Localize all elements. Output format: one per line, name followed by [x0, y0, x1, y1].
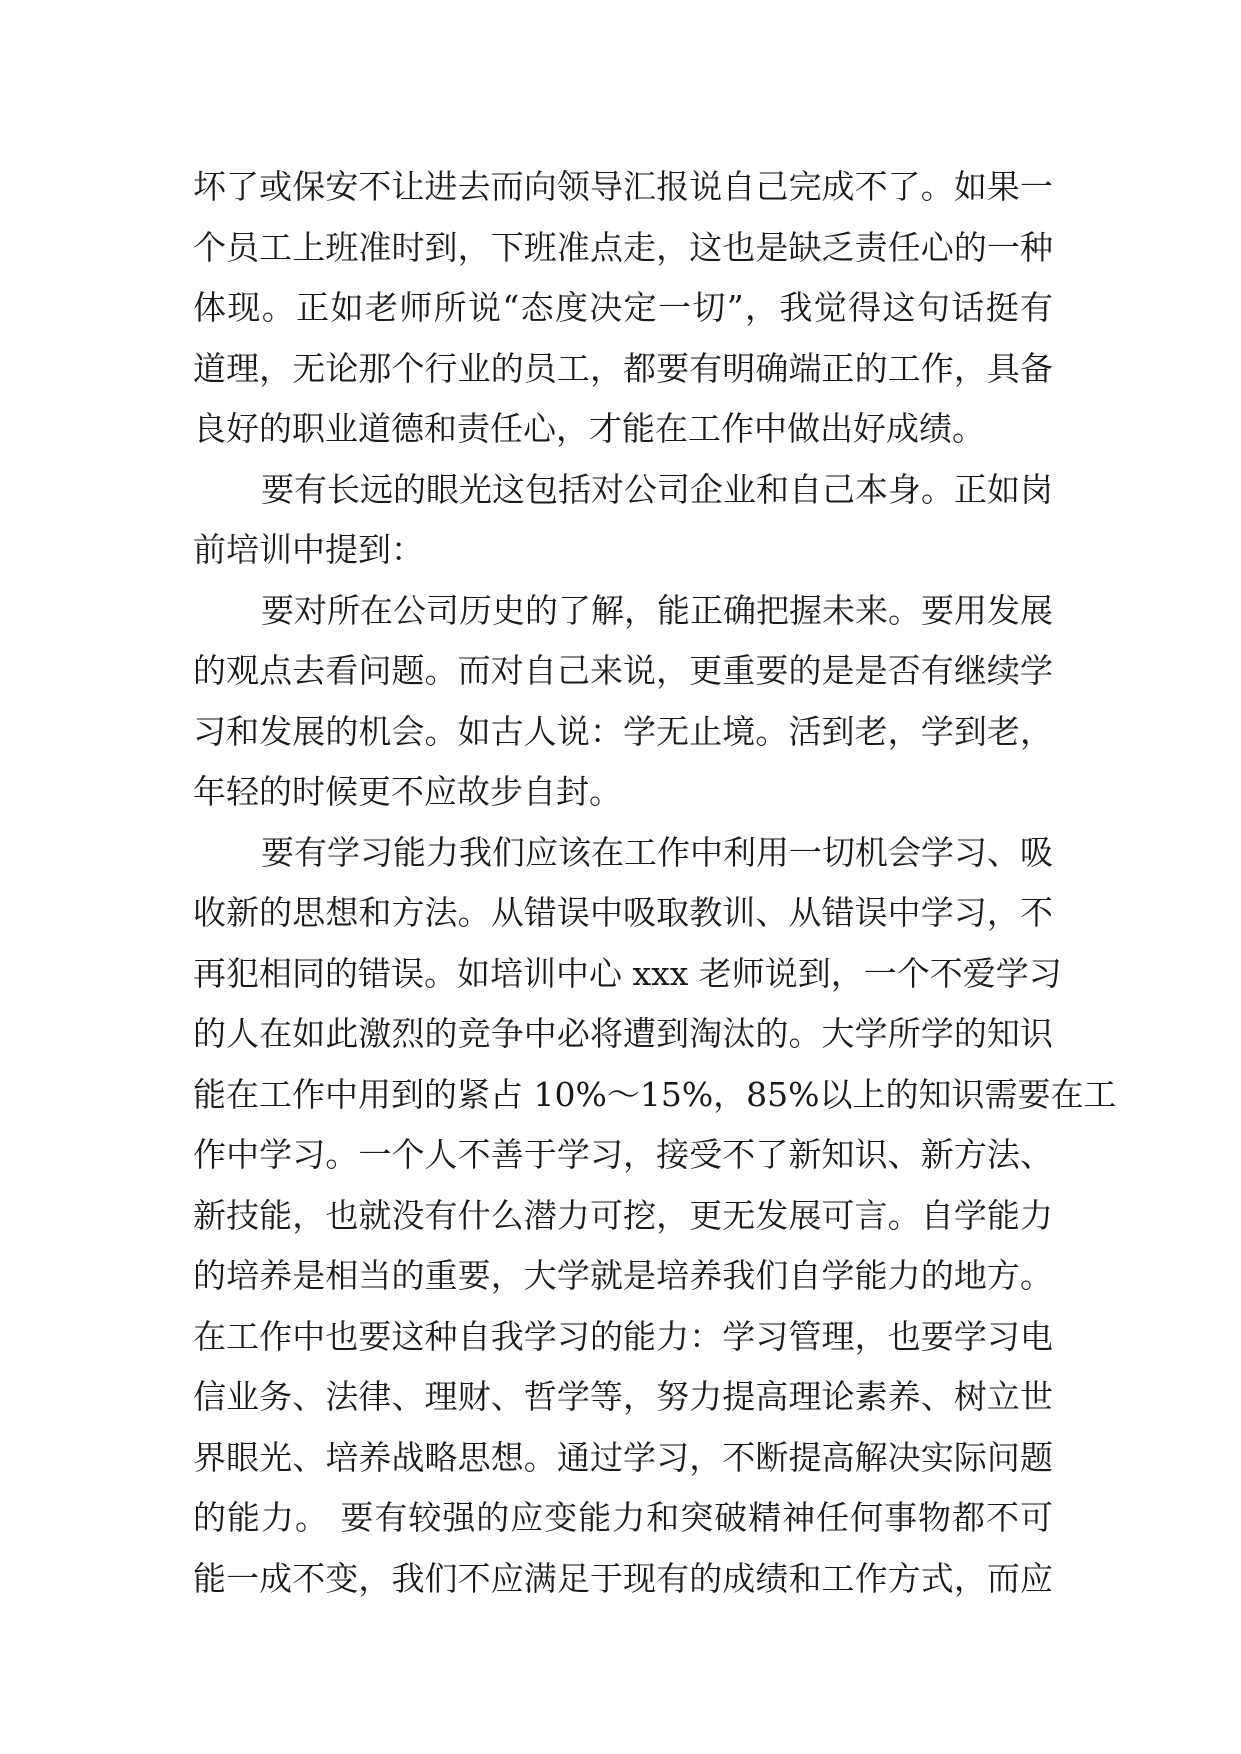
text-line: 体现。正如老师所说“态度决定一切”，我觉得这句话挺有 — [193, 288, 1053, 327]
text-line: 新技能，也就没有什么潜力可挖，更无发展可言。自学能力 — [193, 1195, 1053, 1235]
text-line: 的培养是相当的重要，大学就是培养我们自学能力的地方。 — [193, 1256, 1053, 1295]
paragraph-first-line: 要有学习能力我们应该在工作中利用一切机会学习、吸 — [261, 832, 1053, 872]
text-line: 能在工作中用到的紧占 10%～15%，85%以上的知识需要在工 — [193, 1074, 1117, 1114]
text-line: 前培训中提到： — [193, 530, 424, 569]
text-line: 良好的职业道德和责任心，才能在工作中做出好成绩。 — [193, 409, 985, 448]
document-body — [193, 157, 1117, 1609]
text-line: 信业务、法律、理财、哲学等，努力提高理论素养、树立世 — [193, 1377, 1053, 1416]
text-line: 能一成不变，我们不应满足于现有的成绩和工作方式，而应 — [193, 1558, 1053, 1598]
text-line: 的观点去看问题。而对自己来说，更重要的是是否有继续学 — [193, 651, 1053, 690]
text-line: 界眼光、培养战略思想。通过学习，不断提高解决实际问题 — [193, 1437, 1053, 1477]
paragraph-first-line: 要有长远的眼光这包括对公司企业和自己本身。正如岗 — [261, 469, 1053, 509]
paragraph-first-line: 要对所在公司历史的了解，能正确把握未来。要用发展 — [261, 590, 1053, 630]
text-line: 再犯相同的错误。如培训中心 xxx 老师说到，一个不爱学习 — [193, 953, 1062, 993]
text-line: 个员工上班准时到，下班准点走，这也是缺乏责任心的一种 — [193, 227, 1053, 267]
text-line: 的能力。 要有较强的应变能力和突破精神任何事物都不可 — [193, 1498, 1053, 1537]
text-line: 坏了或保安不让进去而向领导汇报说自己完成不了。如果一 — [193, 167, 1053, 206]
text-line: 年轻的时候更不应故步自封。 — [193, 772, 622, 811]
text-line: 作中学习。一个人不善于学习，接受不了新知识、新方法、 — [193, 1135, 1053, 1174]
text-line: 在工作中也要这种自我学习的能力：学习管理，也要学习电 — [193, 1316, 1053, 1356]
text-line: 习和发展的机会。如古人说：学无止境。活到老，学到老， — [193, 711, 1053, 751]
text-line: 道理，无论那个行业的员工，都要有明确端正的工作，具备 — [193, 348, 1053, 388]
text-line: 收新的思想和方法。从错误中吸取教训、从错误中学习，不 — [193, 893, 1053, 932]
text-line: 的人在如此激烈的竞争中必将遭到淘汰的。大学所学的知识 — [193, 1014, 1053, 1053]
